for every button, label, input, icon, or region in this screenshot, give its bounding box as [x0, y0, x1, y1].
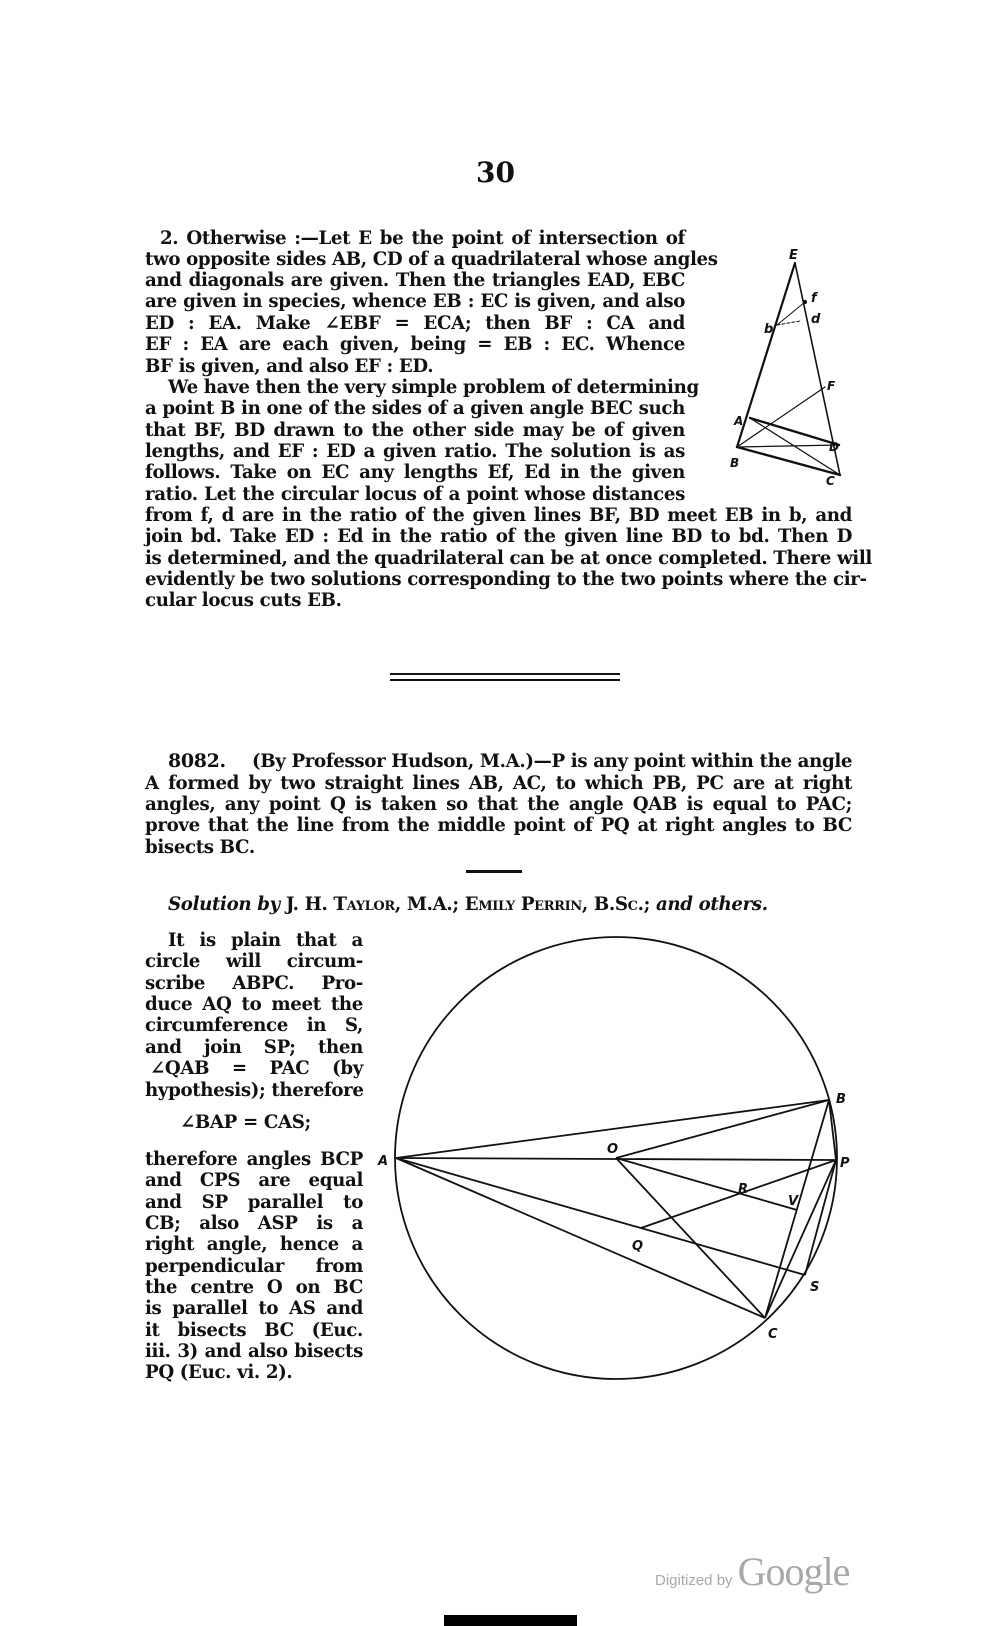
- text-line: from f, d are in the ratio of the given lines BF, BD meet EB in b, and: [145, 505, 852, 526]
- section-divider-top: [390, 673, 620, 675]
- text-line: circumference in S,: [145, 1015, 363, 1036]
- text-line: (By Professor Hudson, M.A.)—P is any point within the angle: [252, 751, 853, 772]
- text-line: PQ (Euc. vi. 2).: [145, 1362, 293, 1383]
- text-line: and join SP; then: [145, 1037, 363, 1058]
- text-line: a point B in one of the sides of a given angle BEC such: [145, 398, 685, 419]
- text-line: angles, any point Q is taken so that the angle QAB is equal to PAC;: [145, 794, 852, 815]
- text-line: and SP parallel to: [145, 1192, 363, 1213]
- text-line: evidently be two solutions corresponding to the two points where the cir-: [145, 569, 867, 590]
- point-f: [803, 300, 806, 303]
- label-O: O: [607, 1142, 619, 1157]
- label-R: R: [738, 1182, 749, 1197]
- text-line: lengths, and EF : ED a given ratio. The solution is as: [145, 441, 685, 462]
- line-AS: [396, 1158, 805, 1275]
- text-line: and CPS are equal: [145, 1170, 363, 1191]
- text-line: perpendicular from: [145, 1256, 363, 1277]
- text-line: the centre O on BC: [145, 1277, 363, 1298]
- text-line: 2. Otherwise :—Let E be the point of intersection of: [160, 228, 685, 249]
- text-line: We have then the very simple problem of determining: [168, 377, 699, 398]
- label-f: f: [811, 291, 817, 306]
- quadrilateral-figure: [700, 225, 840, 488]
- label-B: B: [836, 1092, 846, 1107]
- line-AD: [750, 418, 839, 445]
- text-line: It is plain that a: [168, 930, 363, 951]
- label-A: A: [378, 1154, 389, 1169]
- digitized-by-google-watermark: Digitized by Google: [655, 1549, 850, 1594]
- text-line: CB; also ASP is a: [145, 1213, 363, 1234]
- solution-heading: Solution by J. H. Taylor, M.A.; Emily Perrin, B.Sc.; and others.: [168, 894, 768, 915]
- text-line: are given in species, whence EB : EC is given, and also: [145, 291, 685, 312]
- text-line: ∠QAB = PAC (by: [150, 1058, 363, 1079]
- label-F: F: [827, 379, 836, 393]
- label-V: V: [788, 1194, 799, 1209]
- text-line: BF is given, and also EF : ED.: [145, 356, 434, 377]
- label-A: A: [734, 414, 744, 428]
- label-C: C: [768, 1327, 778, 1342]
- label-Q: Q: [632, 1239, 644, 1254]
- text-line: is determined, and the quadrilateral can be at once completed. There will: [145, 548, 872, 569]
- line-BC: [737, 447, 840, 475]
- text-line: ED : EA. Make ∠EBF = ECA; then BF : CA and: [145, 313, 685, 334]
- text-line: cular locus cuts EB.: [145, 590, 342, 611]
- google-logo: Google: [737, 1549, 850, 1594]
- line-AC: [396, 1158, 765, 1318]
- section-divider-bottom: [390, 679, 620, 681]
- label-P: P: [840, 1156, 850, 1171]
- text-line: prove that the line from the middle point of PQ at right angles to BC: [145, 815, 852, 836]
- text-line: hypothesis); therefore: [145, 1080, 364, 1101]
- circle-figure: [380, 925, 860, 1385]
- label-b: b: [764, 322, 774, 337]
- label-D: D: [829, 440, 839, 454]
- question-number: 8082.: [168, 750, 226, 772]
- text-line: is parallel to AS and: [145, 1298, 363, 1319]
- label-C: C: [826, 474, 835, 488]
- text-line: and diagonals are given. Then the triangles EAD, EBC: [145, 270, 685, 291]
- page-number: 30: [476, 156, 515, 189]
- line-OB: [616, 1100, 829, 1158]
- short-divider: [466, 870, 522, 873]
- text-line: iii. 3) and also bisects: [145, 1341, 363, 1362]
- line-EB: [737, 263, 795, 447]
- label-B: B: [730, 456, 740, 470]
- text-line: EF : EA are each given, being = EB : EC. Whence: [145, 334, 685, 355]
- text-line: circle will circum-: [145, 951, 363, 972]
- line-PC: [765, 1160, 836, 1318]
- text-line: follows. Take on EC any lengths Ef, Ed in the given: [145, 462, 685, 483]
- text-line: join bd. Take ED : Ed in the ratio of the given line BD to bd. Then D: [145, 526, 852, 547]
- line-BD: [737, 445, 839, 447]
- text-line: it bisects BC (Euc.: [145, 1320, 363, 1341]
- equation-line: ∠BAP = CAS;: [180, 1112, 311, 1133]
- text-line: duce AQ to meet the: [145, 994, 363, 1015]
- text-line: bisects BC.: [145, 837, 255, 858]
- text-line: that BF, BD drawn to the other side may be of given: [145, 420, 685, 441]
- text-line: A formed by two straight lines AB, AC, to which PB, PC are at right: [145, 773, 852, 794]
- text-line: right angle, hence a: [145, 1234, 363, 1255]
- label-S: S: [810, 1280, 820, 1295]
- text-line: scribe ABPC. Pro-: [145, 973, 363, 994]
- text-line: two opposite sides AB, CD of a quadrilateral whose angles: [145, 249, 718, 270]
- text-line: therefore angles BCP: [145, 1149, 363, 1170]
- text-line: ratio. Let the circular locus of a point whose distances: [145, 484, 685, 505]
- scan-edge-bar: [444, 1615, 577, 1626]
- label-d: d: [811, 312, 821, 327]
- label-E: E: [789, 248, 798, 263]
